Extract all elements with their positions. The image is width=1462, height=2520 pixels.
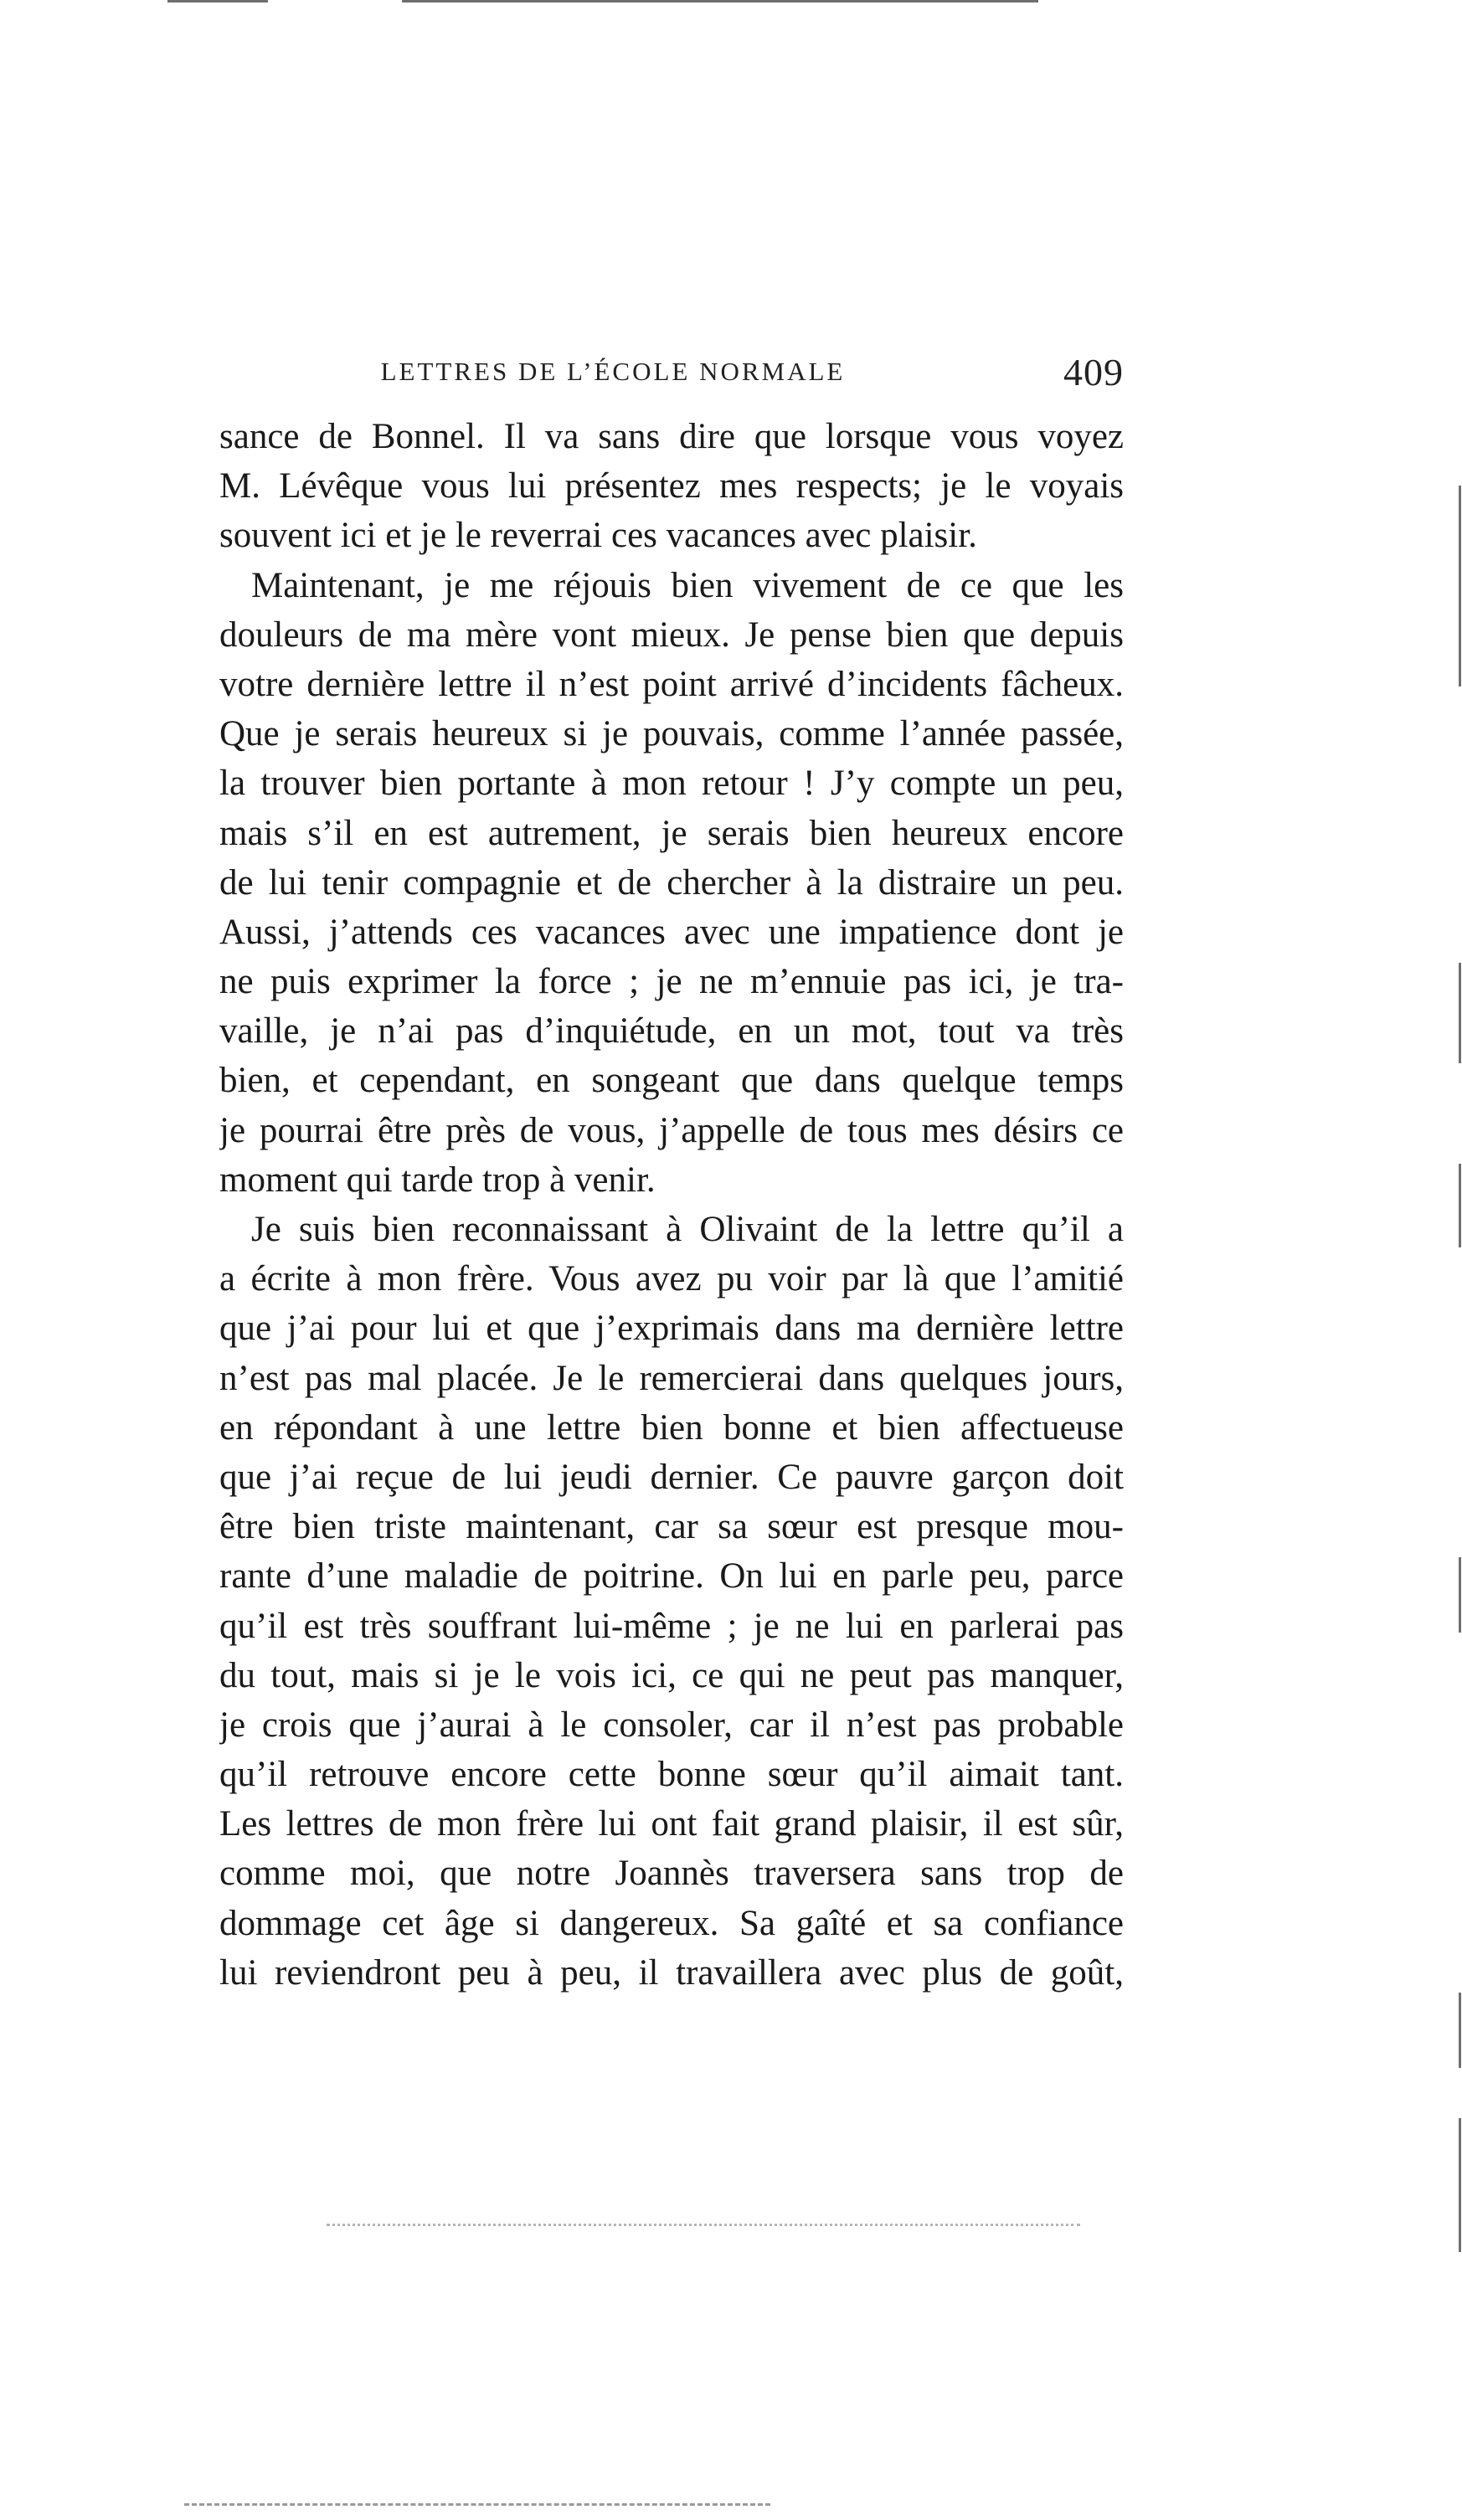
text-line: je pourrai être près de vous, j’appelle de tous mes désirs ce xyxy=(219,1110,1124,1150)
scan-edge-right xyxy=(1459,2118,1461,2252)
text-line: ne puis exprimer la force ; je ne m’ennuie pas ici, je tra- xyxy=(219,962,1124,1002)
text-line: mais s’il en est autrement, je serais bien heureux encore xyxy=(219,813,1124,853)
text-line: douleurs de ma mère vont mieux. Je pense bien que depuis xyxy=(219,615,1124,655)
scan-dot-trail xyxy=(327,2224,1080,2229)
body-text xyxy=(219,412,1124,1998)
scan-edge-top xyxy=(167,0,268,3)
text-line: dommage cet âge si dangereux. Sa gaîté et sa confiance xyxy=(219,1903,1124,1943)
scan-edge-right xyxy=(1459,963,1461,1063)
text-line: que j’ai pour lui et que j’exprimais dans ma dernière lettre xyxy=(219,1309,1124,1349)
scan-bottom-dashes xyxy=(184,2503,770,2509)
page-header xyxy=(219,350,1124,400)
text-line: bien, et cependant, en songeant que dans quelque temps xyxy=(219,1061,1124,1101)
text-line: M. Lévêque vous lui présentez mes respects; je le voyais xyxy=(219,466,1124,507)
text-line: de lui tenir compagnie et de chercher à la distraire un peu. xyxy=(219,862,1124,903)
text-line: Que je serais heureux si je pouvais, comme l’année passée, xyxy=(219,714,1124,754)
text-line: n’est pas mal placée. Je le remercierai dans quelques jours, xyxy=(219,1358,1124,1398)
text-line: lui reviendront peu à peu, il travaillera avec plus de goût, xyxy=(219,1952,1124,1993)
running-title: LETTRES DE L’ÉCOLE NORMALE xyxy=(380,357,846,386)
scan-edge-right xyxy=(1459,1993,1461,2068)
page-number: 409 xyxy=(1063,351,1124,393)
scan-edge-right xyxy=(1459,486,1461,687)
text-line: comme moi, que notre Joannès traversera sans trop de xyxy=(219,1854,1124,1894)
text-line: Maintenant, je me réjouis bien vivement de ce que les xyxy=(251,565,1124,605)
text-line: la trouver bien portante à mon retour ! J’y compte un peu, xyxy=(219,764,1124,804)
text-line: moment qui tarde trop à venir. xyxy=(219,1160,656,1200)
text-line: qu’il retrouve encore cette bonne sœur qu’il aimait tant. xyxy=(219,1755,1124,1795)
text-line: rante d’une maladie de poitrine. On lui en parle peu, parce xyxy=(219,1556,1124,1597)
text-line: je crois que j’aurai à le consoler, car il n’est pas probable xyxy=(219,1705,1124,1745)
text-line: du tout, mais si je le vois ici, ce qui ne peut pas manquer, xyxy=(219,1655,1124,1695)
text-line: qu’il est très souffrant lui-même ; je ne lui en parlerai pas xyxy=(219,1606,1124,1646)
text-line: sance de Bonnel. Il va sans dire que lorsque vous voyez xyxy=(219,417,1124,456)
text-line: Les lettres de mon frère lui ont fait grand plaisir, il est sûr, xyxy=(219,1804,1124,1844)
text-line: souvent ici et je le reverrai ces vacances avec plaisir. xyxy=(219,516,977,556)
scan-edge-right xyxy=(1459,1164,1461,1247)
scan-edge-top xyxy=(402,0,1038,3)
text-line: que j’ai reçue de lui jeudi dernier. Ce pauvre garçon doit xyxy=(219,1457,1124,1497)
text-line: Aussi, j’attends ces vacances avec une impatience dont je xyxy=(219,912,1124,952)
scan-edge-right xyxy=(1459,1557,1461,1633)
text-line: votre dernière lettre il n’est point arrivé d’incidents fâcheux. xyxy=(219,664,1124,704)
text-line: être bien triste maintenant, car sa sœur est presque mou- xyxy=(219,1507,1124,1547)
text-line: Je suis bien reconnaissant à Olivaint de la lettre qu’il a xyxy=(251,1210,1124,1249)
text-line: en répondant à une lettre bien bonne et bien affectueuse xyxy=(219,1407,1124,1448)
text-line: vaille, je n’ai pas d’inquiétude, en un mot, tout va très xyxy=(219,1011,1124,1052)
text-line: a écrite à mon frère. Vous avez pu voir par là que l’amitié xyxy=(219,1259,1124,1299)
